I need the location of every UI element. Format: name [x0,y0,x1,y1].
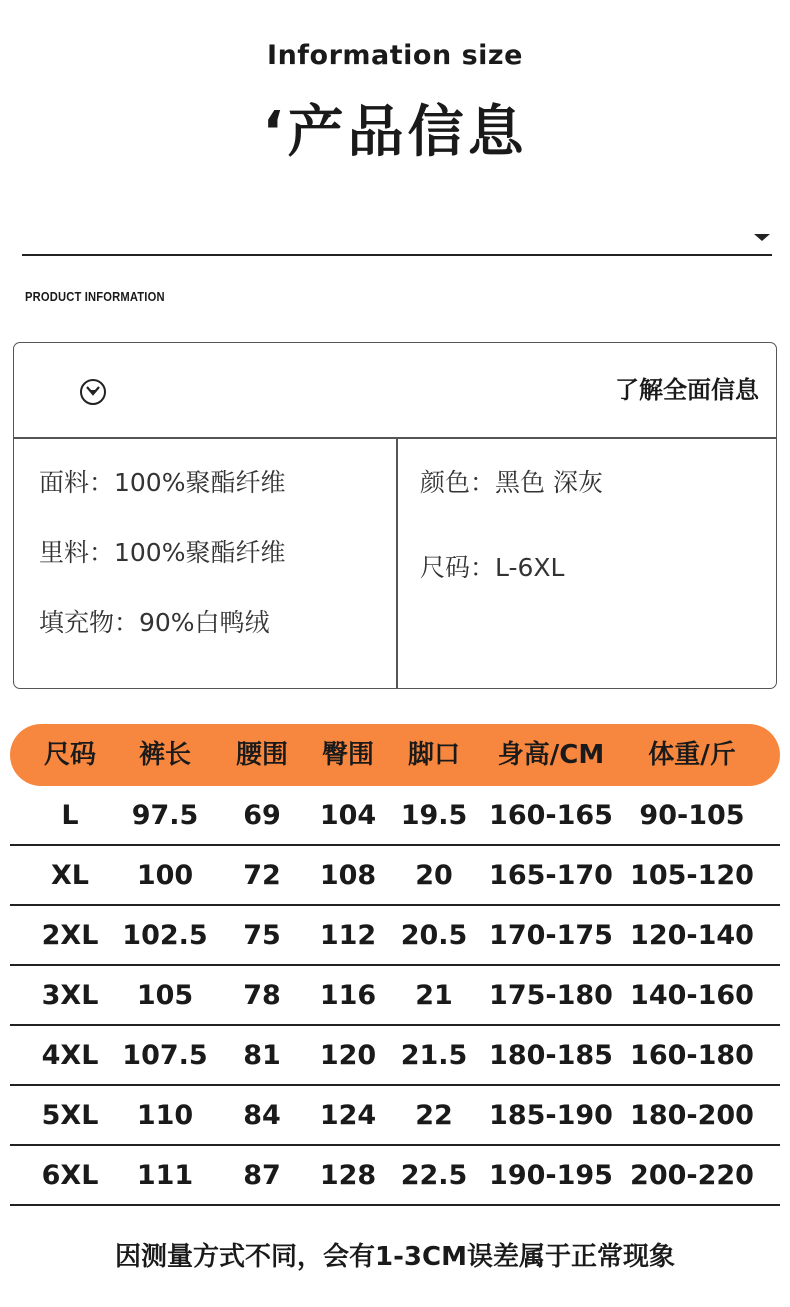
cell-weight: 200-220 [630,1160,754,1191]
cell-size: XL [50,860,90,891]
column-header-length: 裤长 [138,740,192,770]
spec-lining: 里料：100%聚酯纤维 [39,538,286,567]
header-title-cn: ‘产品信息 [262,100,528,165]
cell-size: 4XL [41,1040,99,1071]
cell-height: 190-195 [489,1160,613,1191]
cell-weight: 160-180 [630,1040,754,1071]
column-header-hip: 臀围 [321,740,375,770]
cell-height: 165-170 [489,860,613,891]
cell-hem: 20.5 [400,920,468,951]
cell-size: 2XL [41,920,99,951]
column-header-hem: 脚口 [407,740,461,770]
cell-weight: 120-140 [630,920,754,951]
cell-hem: 19.5 [400,800,468,831]
size-table-header [10,724,780,786]
cell-length: 102.5 [122,920,208,951]
cell-size: L [61,800,79,831]
column-header-size: 尺码 [43,740,97,770]
cell-hem: 21.5 [400,1040,468,1071]
cell-hem: 21 [415,980,453,1011]
cell-length: 100 [136,860,194,891]
cell-waist: 78 [243,980,281,1011]
column-header-weight: 体重/斤 [648,740,736,770]
cell-waist: 69 [243,800,281,831]
cell-length: 111 [136,1160,194,1191]
info-panel-header-divider [14,437,776,439]
cell-waist: 84 [243,1100,281,1131]
spec-fabric: 面料：100%聚酯纤维 [39,468,286,497]
table-row [10,1086,780,1146]
table-row [10,966,780,1026]
cell-height: 180-185 [489,1040,613,1071]
cell-waist: 75 [243,920,281,951]
cell-weight: 105-120 [630,860,754,891]
cell-weight: 140-160 [630,980,754,1011]
cell-hip: 112 [319,920,377,951]
cell-hem: 22.5 [400,1160,468,1191]
caret-down-icon [754,234,770,241]
cell-size: 3XL [41,980,99,1011]
row-divider [10,1204,780,1206]
chevron-down-circle-icon[interactable] [80,379,106,405]
cell-hip: 116 [319,980,377,1011]
column-header-height: 身高/CM [497,740,605,770]
section-divider [22,254,772,256]
spec-filling: 填充物：90%白鸭绒 [39,608,270,637]
cell-hip: 124 [319,1100,377,1131]
cell-hem: 22 [415,1100,453,1131]
table-row [10,906,780,966]
table-row [10,1026,780,1086]
cell-waist: 72 [243,860,281,891]
cell-waist: 81 [243,1040,281,1071]
cell-height: 185-190 [489,1100,613,1131]
measurement-footnote: 因测量方式不同，会有1-3CM误差属于正常现象 [115,1242,675,1272]
header-title-en: Information size [267,40,523,71]
column-header-waist: 腰围 [235,740,289,770]
cell-height: 170-175 [489,920,613,951]
spec-color: 颜色：黑色 深灰 [420,468,603,497]
cell-length: 105 [136,980,194,1011]
cell-hip: 108 [319,860,377,891]
cell-waist: 87 [243,1160,281,1191]
table-row [10,786,780,846]
cell-hem: 20 [415,860,453,891]
cell-hip: 120 [319,1040,377,1071]
cell-hip: 104 [319,800,377,831]
cell-weight: 180-200 [630,1100,754,1131]
cell-hip: 128 [319,1160,377,1191]
info-more-link[interactable]: 了解全面信息 [615,376,759,404]
cell-length: 110 [136,1100,194,1131]
cell-length: 107.5 [122,1040,208,1071]
section-label: PRODUCT INFORMATION [25,289,165,304]
cell-size: 5XL [41,1100,99,1131]
cell-length: 97.5 [131,800,199,831]
table-row [10,846,780,906]
table-row [10,1146,780,1206]
cell-height: 175-180 [489,980,613,1011]
info-panel-column-divider [396,438,398,689]
product-info-panel [13,342,777,689]
cell-weight: 90-105 [639,800,745,831]
cell-height: 160-165 [489,800,613,831]
spec-size: 尺码：L-6XL [420,553,565,582]
cell-size: 6XL [41,1160,99,1191]
